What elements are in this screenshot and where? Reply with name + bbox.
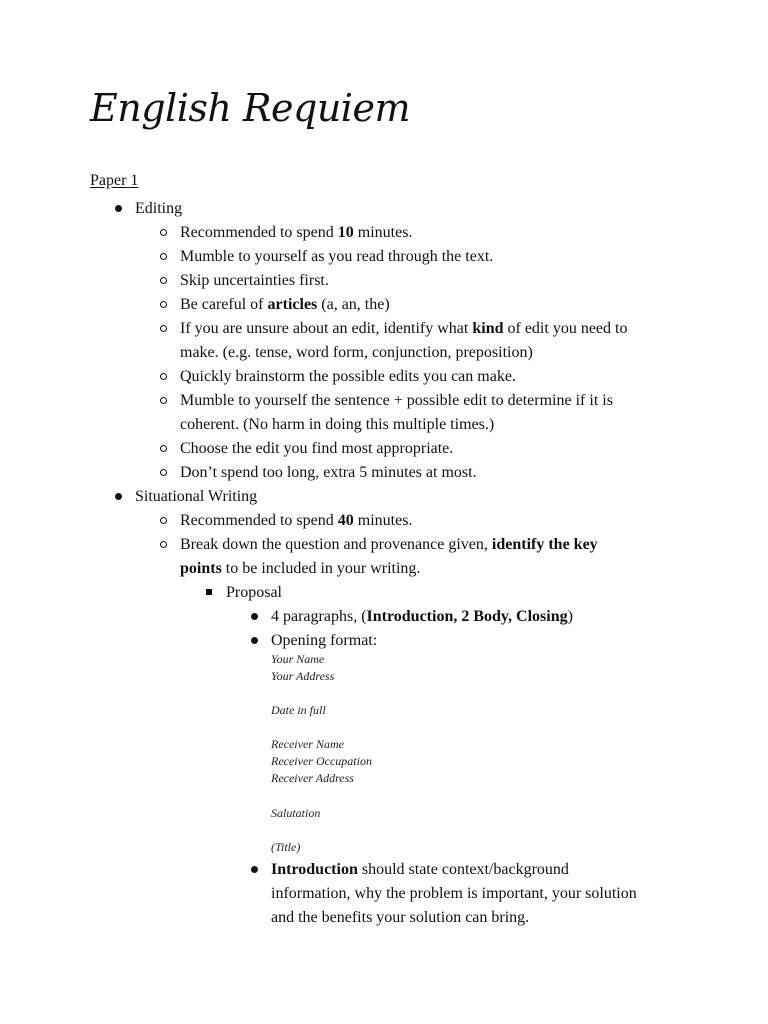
editing-item-dont: Don’t spend too long, extra 5 minutes at most. (180, 464, 477, 481)
situational-item-break-cont: points to be included in your writing. (180, 560, 421, 577)
bullet-square-icon (201, 581, 217, 605)
template-your-name: Your Name (271, 652, 325, 666)
template-receiver-occupation: Receiver Occupation (271, 754, 372, 768)
bullet-circle-icon (155, 293, 171, 317)
editing-item-unsure-cont: make. (e.g. tense, word form, conjunction, preposition) (180, 344, 533, 361)
proposal-heading: Proposal (226, 584, 282, 601)
editing-heading: Editing (135, 200, 183, 217)
bullet-circle-icon (155, 221, 171, 245)
editing-item-unsure: If you are unsure about an edit, identify what kind of edit you need to (180, 320, 628, 337)
editing-item-skip: Skip uncertainties first. (180, 272, 329, 289)
template-receiver-name: Receiver Name (271, 737, 344, 751)
situational-item-break: Break down the question and provenance given, identify the key (180, 536, 598, 553)
bullet-circle-icon (155, 509, 171, 533)
bullet-circle-icon (155, 437, 171, 461)
editing-item-coherent: Mumble to yourself the sentence + possible edit to determine if it is (180, 392, 613, 409)
situational-heading: Situational Writing (135, 488, 258, 505)
bullet-circle-icon (155, 269, 171, 293)
proposal-item-paragraphs: 4 paragraphs, (Introduction, 2 Body, Closing) (271, 608, 573, 625)
template-receiver-address: Receiver Address (271, 771, 354, 785)
bullet-circle-icon (155, 317, 171, 341)
bullet-circle-icon (155, 461, 171, 485)
proposal-item-introduction: Introduction should state context/background (271, 861, 569, 878)
bullet-disc-icon (246, 629, 262, 653)
bullet-circle-icon (155, 533, 171, 557)
editing-item-brainstorm: Quickly brainstorm the possible edits you can make. (180, 368, 516, 385)
situational-item-spend: Recommended to spend 40 minutes. (180, 512, 413, 529)
editing-item-mumble: Mumble to yourself as you read through the text. (180, 248, 494, 265)
proposal-item-opening: Opening format: (271, 632, 378, 649)
editing-item-spend: Recommended to spend 10 minutes. (180, 224, 413, 241)
editing-item-choose: Choose the edit you find most appropriate. (180, 440, 454, 457)
bullet-circle-icon (155, 389, 171, 413)
proposal-item-introduction-cont: information, why the problem is important, your solution (271, 885, 637, 902)
section-heading: Paper 1 (90, 172, 139, 189)
bullet-circle-icon (155, 365, 171, 389)
editing-item-coherent-cont: coherent. (No harm in doing this multiple times.) (180, 416, 495, 433)
template-date: Date in full (271, 703, 326, 717)
template-title: (Title) (271, 840, 301, 854)
template-your-address: Your Address (271, 669, 335, 683)
template-salutation: Salutation (271, 806, 321, 820)
bullet-disc-icon (246, 858, 262, 882)
editing-item-careful: Be careful of articles (a, an, the) (180, 296, 390, 313)
document-title: English Requiem (90, 86, 410, 130)
proposal-item-introduction-cont2: and the benefits your solution can bring. (271, 909, 530, 926)
bullet-disc-icon (110, 485, 126, 509)
bullet-disc-icon (246, 605, 262, 629)
bullet-circle-icon (155, 245, 171, 269)
bullet-disc-icon (110, 197, 126, 221)
